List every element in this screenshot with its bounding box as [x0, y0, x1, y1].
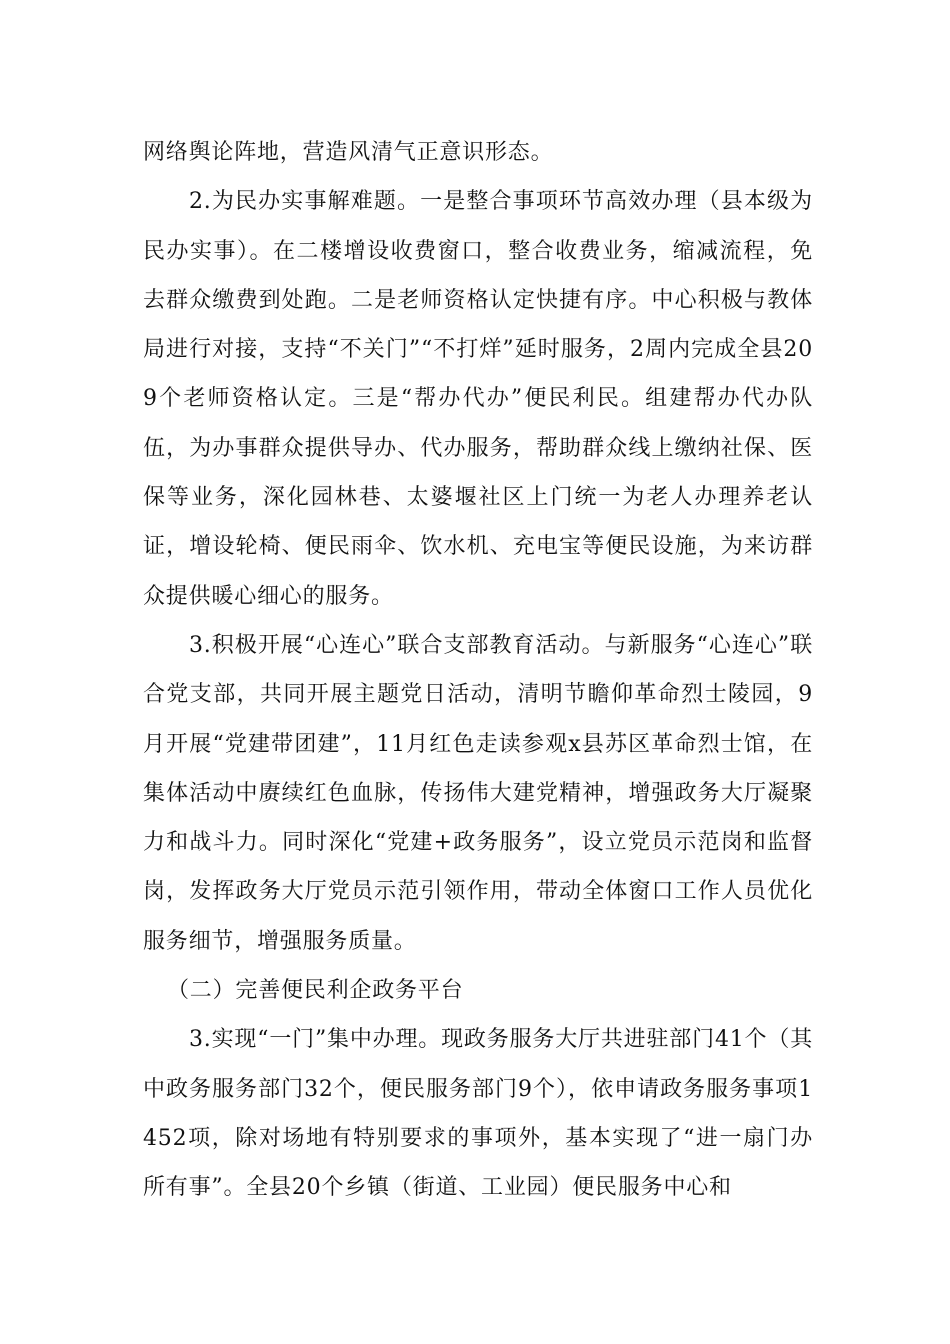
paragraph-joint-branch-activity: 3.积极开展“心连心”联合支部教育活动。与新服务“心连心”联合党支部，共同开展主题党日活动，清明节瞻仰革命烈士陵园，9月开展“党建带团建”，11月红色走读参观x县苏区革命烈士馆，在集体活动中赓续红色血脉，传扬伟大建党精神，增强政务大厅凝聚力和战斗力。同时深化“党建+政务服务”，设立党员示范岗和监督岗，发挥政务大厅党员示范引领作用，带动全体窗口工作人员优化服务细节，增强服务质量。 — [143, 632, 813, 954]
paragraph-continuation: 网络舆论阵地，营造风清气正意识形态。 — [143, 140, 554, 165]
section-heading: （二）完善便民利企政务平台 — [167, 978, 464, 1004]
paragraph-one-door-service: 3.实现“一门”集中办理。现政务服务大厅共进驻部门41个（其中政务服务部门32个，便民服务部门9个），依申请政务服务事项1452项，除对场地有特别要求的事项外，基本实现了“进一扇门办所有事”。全县20个乡镇（街道、工业园）便民服务中心和 — [143, 1027, 813, 1201]
document-page — [143, 128, 813, 1213]
paragraph-service-for-people: 2.为民办实事解难题。一是整合事项环节高效办理（县本级为民办实事）。在二楼增设收费窗口，整合收费业务，缩减流程，免去群众缴费到处跑。二是老师资格认定快捷有序。中心积极与教体局进行对接，支持“不关门”“不打烊”延时服务，2周内完成全县209个老师资格认定。三是“帮办代办”便民利民。组建帮办代办队伍，为办事群众提供导办、代办服务，帮助群众线上缴纳社保、医保等业务，深化园林巷、太婆堰社区上门统一为老人办理养老认证，增设轮椅、便民雨伞、饮水机、充电宝等便民设施，为来访群众提供暖心细心的服务。 — [143, 189, 813, 609]
